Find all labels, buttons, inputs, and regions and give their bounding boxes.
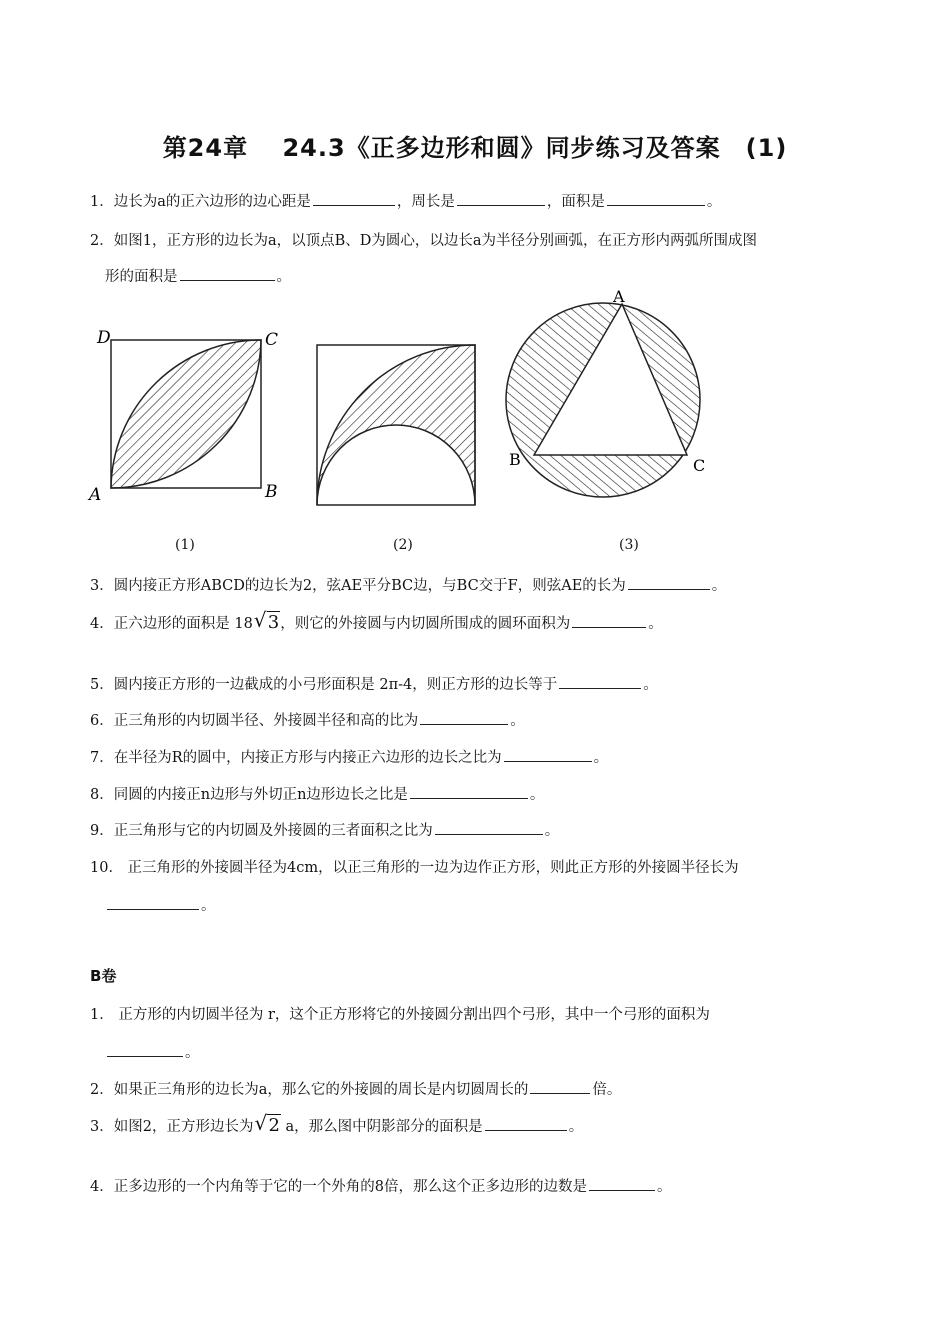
caption-1: (1) — [175, 537, 195, 553]
answer-blank[interactable] — [607, 191, 705, 206]
label-d: D — [97, 328, 111, 348]
answer-blank[interactable] — [457, 191, 545, 206]
sqrt-2: √ 2 — [255, 1115, 280, 1136]
answer-blank[interactable] — [572, 613, 646, 628]
caption-2: (2) — [393, 537, 413, 553]
answer-blank[interactable] — [504, 747, 592, 762]
label-b3: B — [509, 450, 521, 469]
question-a1: 1．边长为a的正六边形的边心距是 ，周长是 ，面积是 。 — [90, 190, 721, 211]
question-a10-cont: 。 — [105, 894, 216, 915]
sqrt-3: √ 3 — [255, 612, 280, 633]
question-b3: 3．如图2，正方形边长为√ 2 a，那么图中阴影部分的面积是 。 — [90, 1115, 583, 1136]
question-b1: 1． 正方形的内切圆半径为 r，这个正方形将它的外接圆分割出四个弓形，其中一个弓形的面积为 — [90, 1007, 710, 1023]
question-a3: 3．圆内接正方形ABCD的边长为2，弦AE平分BC边，与BC交于F，则弦AE的长为 。 — [90, 574, 726, 595]
figure-3 — [506, 287, 705, 497]
label-a: A — [89, 485, 102, 505]
question-a6: 6．正三角形的内切圆半径、外接圆半径和高的比为 。 — [90, 709, 525, 730]
answer-blank[interactable] — [628, 575, 710, 590]
answer-blank[interactable] — [485, 1116, 567, 1131]
question-a9: 9．正三角形与它的内切圆及外接圆的三者面积之比为 。 — [90, 819, 559, 840]
label-a3: A — [613, 287, 625, 306]
figures — [85, 285, 745, 520]
label-b: B — [265, 482, 278, 502]
answer-blank[interactable] — [410, 784, 528, 799]
section-b-heading: B卷 — [90, 967, 117, 985]
label-c: C — [265, 330, 279, 350]
question-a2: 2．如图1，正方形的边长为a，以顶点B、D为圆心，以边长a为半径分别画弧，在正方形内两弧所围成图 — [90, 233, 758, 249]
question-b1-cont: 。 — [105, 1041, 200, 1062]
question-b4: 4．正多边形的一个内角等于它的一个外角的8倍，那么这个正多边形的边数是 。 — [90, 1175, 671, 1196]
page-title: 第24章 24.3《正多边形和圆》同步练习及答案 (1) — [162, 134, 788, 162]
question-a8: 8．同圆的内接正n边形与外切正n边形边长之比是 。 — [90, 783, 544, 804]
figure-1 — [87, 328, 278, 505]
answer-blank[interactable] — [589, 1176, 655, 1191]
label-c3: C — [693, 456, 706, 475]
caption-3: (3) — [619, 537, 639, 553]
question-a10: 10． 正三角形的外接圆半径为4cm，以正三角形的一边为边作正方形，则此正方形的外接圆半径长为 — [90, 860, 739, 876]
answer-blank[interactable] — [180, 266, 275, 281]
answer-blank[interactable] — [107, 895, 199, 910]
question-a4: 4．正六边形的面积是 18√ 3，则它的外接圆与内切圆所围成的圆环面积为 。 — [90, 612, 663, 633]
answer-blank[interactable] — [559, 674, 641, 689]
answer-blank[interactable] — [530, 1079, 590, 1094]
question-a5: 5．圆内接正方形的一边截成的小弓形面积是 2π-4，则正方形的边长等于 。 — [90, 673, 658, 694]
figure-2 — [317, 345, 475, 505]
question-a2-cont: 形的面积是 。 — [105, 265, 291, 286]
question-b2: 2．如果正三角形的边长为a，那么它的外接圆的周长是内切圆周长的 倍。 — [90, 1078, 621, 1099]
answer-blank[interactable] — [435, 820, 543, 835]
question-a7: 7．在半径为R的圆中，内接正方形与内接正六边形的边长之比为 。 — [90, 746, 608, 767]
answer-blank[interactable] — [107, 1042, 183, 1057]
answer-blank[interactable] — [313, 191, 395, 206]
answer-blank[interactable] — [420, 710, 508, 725]
